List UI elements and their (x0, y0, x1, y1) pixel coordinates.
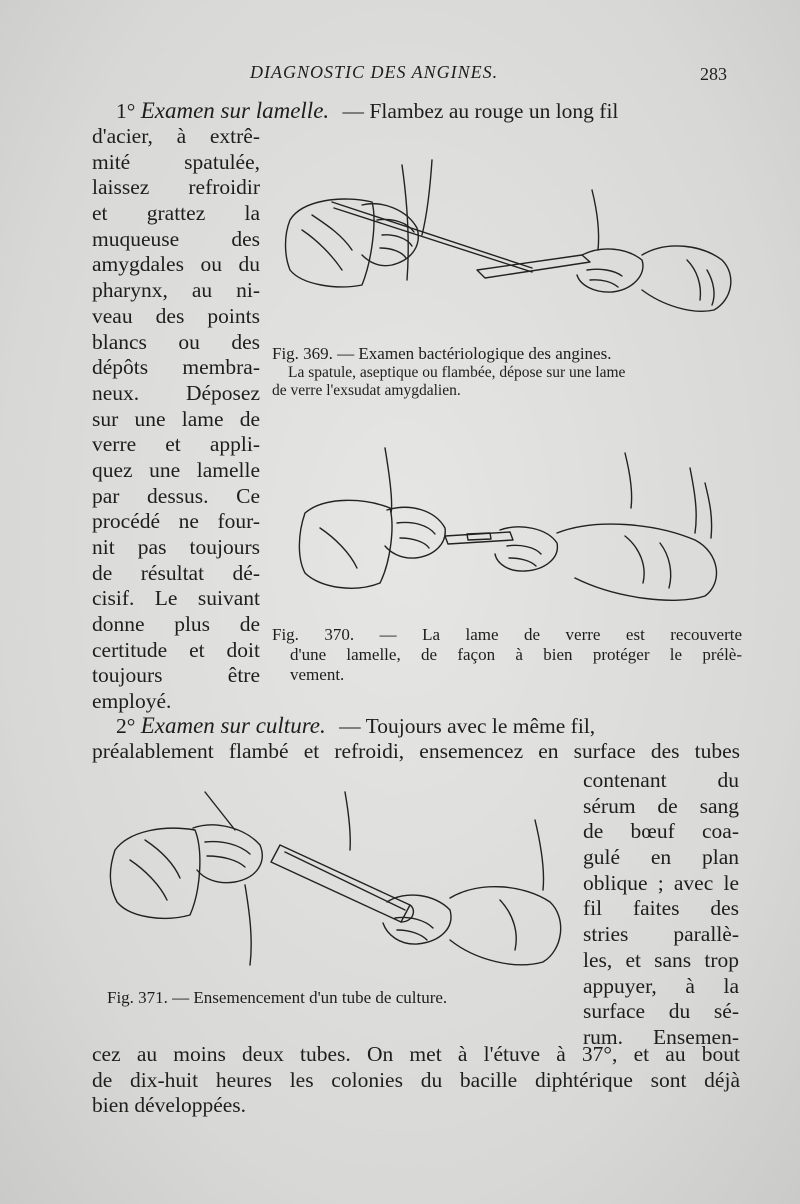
figure-369-line1: La spatule, aseptique ou flambée, dépose sur une lame (288, 364, 626, 381)
section2-line2-wrap (92, 739, 740, 765)
section1-title: Examen sur lamelle. (140, 98, 330, 123)
text-line: dépôts membra- (92, 355, 260, 380)
text-line: de bœuf coa- (583, 819, 739, 844)
text-line: pharynx, au ni- (92, 278, 260, 303)
section2-first-line (92, 713, 740, 740)
text-line: veau des points (92, 303, 260, 328)
text-line: les, et sans trop (583, 947, 739, 972)
text-line: cez au moins deux tubes. On met à l'étuve à 37°, et au bout (92, 1042, 740, 1066)
text-line: toujours être (92, 663, 260, 688)
text-line: par dessus. Ce (92, 483, 260, 508)
text-line: nit pas toujours (92, 535, 260, 559)
figure-369-line2: de verre l'exsudat amygdalien. (272, 382, 461, 399)
figure-369-title: Fig. 369. — Examen bactériologique des angines. (272, 344, 612, 363)
text-line: fil faites des (583, 896, 739, 921)
text-line: stries parallè- (583, 922, 739, 947)
figure-371-caption: Fig. 371. — Ensemencement d'un tube de culture. (107, 988, 448, 1007)
text-line: laissez refroidir (92, 175, 260, 200)
text-line: rum. Ensemen- (583, 1024, 739, 1049)
text-line: procédé ne four- (92, 509, 260, 534)
text-line: sur une lame de (92, 406, 260, 431)
figure-370-line3: vement. (290, 665, 345, 684)
section2-column (583, 768, 739, 1051)
figure-370-line2: d'une lamelle, de façon à bien protéger le prélè- (290, 645, 742, 664)
text-line: sérum de sang (583, 793, 739, 818)
text-line: employé. (92, 689, 172, 714)
running-title: DIAGNOSTIC DES ANGINES. (250, 62, 499, 82)
figure-370-line1: Fig. 370. — La lame de verre est recouverte (272, 625, 742, 644)
figure-370-illustration (295, 448, 740, 623)
text-line: amygdales ou du (92, 252, 260, 277)
text-line: oblique ; avec le (583, 870, 739, 895)
section2-number: 2° (116, 714, 136, 738)
text-line: cisif. Le suivant (92, 586, 260, 611)
page-number: 283 (700, 64, 727, 84)
figure-369-caption (272, 344, 742, 400)
section1-number: 1° (116, 99, 136, 123)
section2-title: Examen sur culture. (140, 713, 326, 738)
text-line: contenant du (583, 768, 739, 792)
section1-first-line (92, 98, 740, 125)
section2-first-line-rest: — Toujours avec le même fil, (339, 714, 596, 738)
section1-first-line-rest: — Flambez au rouge un long fil (342, 99, 619, 123)
text-line: bien développées. (92, 1093, 247, 1118)
section1-column (92, 124, 260, 715)
section2-final (92, 1042, 740, 1119)
figure-370-caption (272, 625, 742, 685)
text-line: donne plus de (92, 612, 260, 637)
text-line: blancs ou des (92, 329, 260, 354)
text-line: et grattez la (92, 201, 260, 226)
text-line: gulé en plan (583, 845, 739, 870)
section2-line2: préalablement flambé et refroidi, ensemencez en surface des tubes (92, 739, 740, 763)
text-line: surface du sé- (583, 999, 739, 1024)
text-line: quez une lamelle (92, 457, 260, 482)
text-line: de résultat dé- (92, 560, 260, 585)
text-line: mité spatulée, (92, 149, 260, 174)
figure-371-illustration (105, 790, 575, 975)
text-line: neux. Déposez (92, 380, 260, 405)
text-line: de dix-huit heures les colonies du bacille diphtérique sont déjà (92, 1067, 740, 1092)
text-line: certitude et doit (92, 637, 260, 662)
text-line: verre et appli- (92, 432, 260, 457)
figure-369-illustration (282, 160, 742, 335)
text-line: appuyer, à la (583, 973, 739, 998)
text-line: muqueuse des (92, 226, 260, 251)
text-line: d'acier, à extrê- (92, 124, 260, 148)
